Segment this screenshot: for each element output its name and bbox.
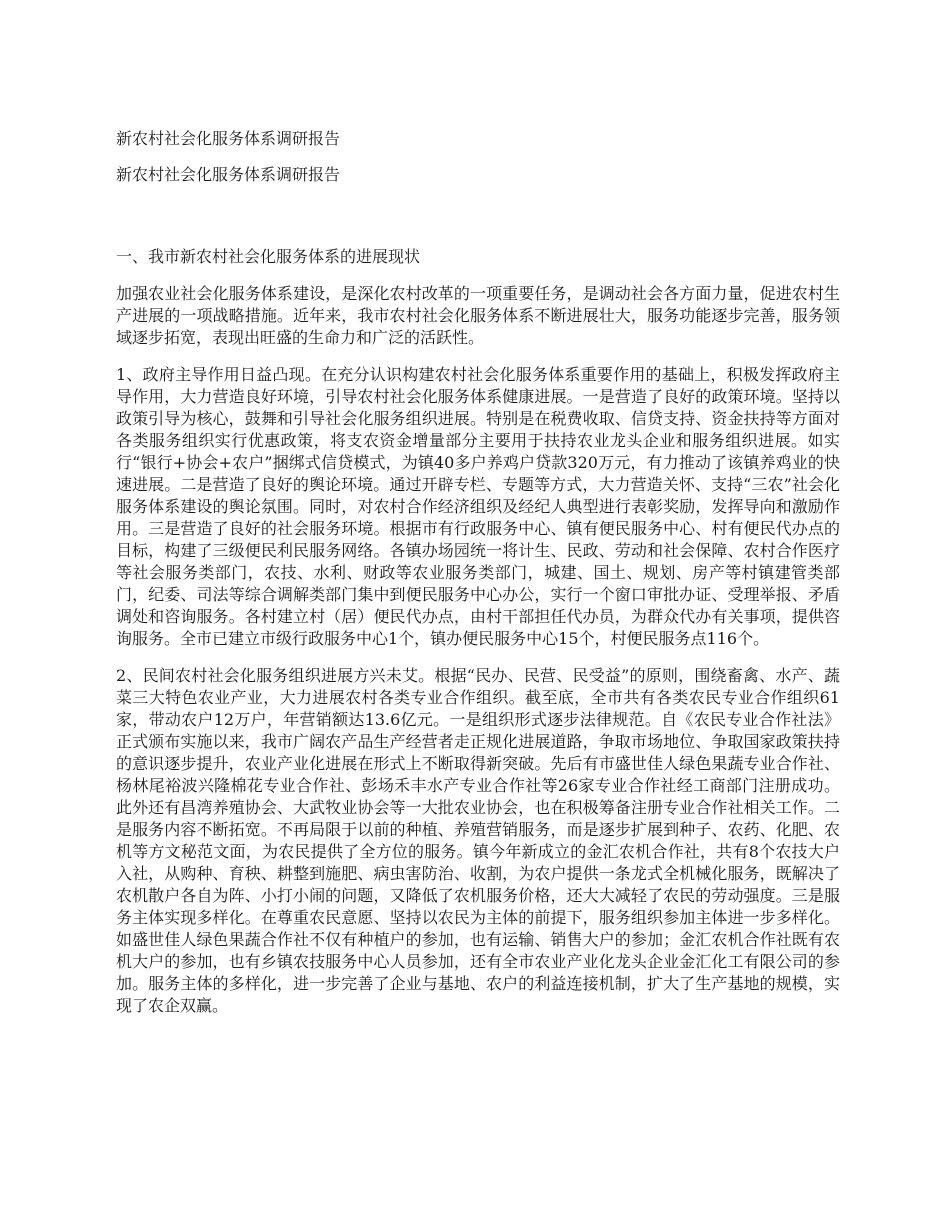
section-heading: 一、我市新农村社会化服务体系的进展现状 xyxy=(116,247,421,266)
document-page xyxy=(116,120,840,1017)
document-subtitle: 新农村社会化服务体系调研报告 xyxy=(116,165,341,184)
document-title: 新农村社会化服务体系调研报告 xyxy=(116,129,341,148)
paragraph-civil-organizations: 2、民间农村社会化服务组织进展方兴未艾。根据“民办、民营、民受益”的原则，围绕畜禽、水产、蔬菜三大特色农业产业，大力进展农村各类专业合作组织。截至底，全市共有各类农民专业合作组织61家，带动农户12万户，年营销额达13.6亿元。一是组织形式逐步法律规范。自《农民专业合作社法》正式颁布实施以来，我市广阔农产品生产经营者走正规化进展道路，争取市场地位、争取国家政策扶持的意识逐步提升，农业产业化进展在形式上不断取得新突破。先后有市盛世佳人绿色果蔬专业合作社、杨林尾裕波兴隆棉花专业合作社、彭场禾丰水产专业合作社等26家专业合作社经工商部门注册成功。此外还有昌湾养殖协会、大武牧业协会等一大批农业协会，也在积极筹备注册专业合作社相关工作。二是服务内容不断拓宽。不再局限于以前的种植、养殖营销服务，而是逐步扩展到种子、农药、化肥、农机等方文秘范文面，为农民提供了全方位的服务。镇今年新成立的金汇农机合作社，共有8个农技大户入社，从购种、育秧、耕整到施肥、病虫害防治、收割，为农户提供一条龙式全机械化服务，既解决了农机散户各自为阵、小打小闹的问题，又降低了农机服务价格，还大大减轻了农民的劳动强度。三是服务主体实现多样化。在尊重农民意愿、坚持以农民为主体的前提下，服务组织参加主体进一步多样化。如盛世佳人绿色果蔬合作社不仅有种植户的参加，也有运输、销售大户的参加；金汇农机合作社既有农机大户的参加，也有乡镇农技服务中心人员参加，还有全市农业产业化龙头企业金汇化工有限公司的参加。服务主体的多样化，进一步完善了企业与基地、农户的利益连接机制，扩大了生产基地的规模，实现了农企双赢。 xyxy=(116,666,840,1015)
paragraph-government-role: 1、政府主导作用日益凸现。在充分认识构建农村社会化服务体系重要作用的基础上，积极发挥政府主导作用，大力营造良好环境，引导农村社会化服务体系健康进展。一是营造了良好的政策环境。坚持以政策引导为核心，鼓舞和引导社会化服务组织进展。特别是在税费收取、信贷支持、资金扶持等方面对各类服务组织实行优惠政策，将支农资金增量部分主要用于扶持农业龙头企业和服务组织进展。如实行“银行+协会+农户”捆绑式信贷模式，为镇40多户养鸡户贷款320万元，有力推动了该镇养鸡业的快速进展。二是营造了良好的舆论环境。通过开辟专栏、专题等方式，大力营造关怀、支持“三农”社会化服务体系建设的舆论氛围。同时，对农村合作经济组织及经纪人典型进行表彰奖励，发挥导向和激励作用。三是营造了良好的社会服务环境。根据市有行政服务中心、镇有便民服务中心、村有便民代办点的目标，构建了三级便民利民服务网络。各镇办场园统一将计生、民政、劳动和社会保障、农村合作医疗等社会服务类部门，农技、水利、财政等农业服务类部门，城建、国土、规划、房产等村镇建管类部门，纪委、司法等综合调解类部门集中到便民服务中心办公，实行一个窗口审批办证、受理举报、矛盾调处和咨询服务。各村建立村（居）便民代办点，由村干部担任代办员，为群众代办有关事项，提供咨询服务。全市已建立市级行政服务中心1个，镇办便民服务中心15个，村便民服务点116个。 xyxy=(116,365,840,648)
paragraph-intro: 加强农业社会化服务体系建设，是深化农村改革的一项重要任务，是调动社会各方面力量，促进农村生产进展的一项战略措施。近年来，我市农村社会化服务体系不断进展壮大，服务功能逐步完善，服务领域逐步拓宽，表现出旺盛的生命力和广泛的活跃性。 xyxy=(116,284,840,347)
